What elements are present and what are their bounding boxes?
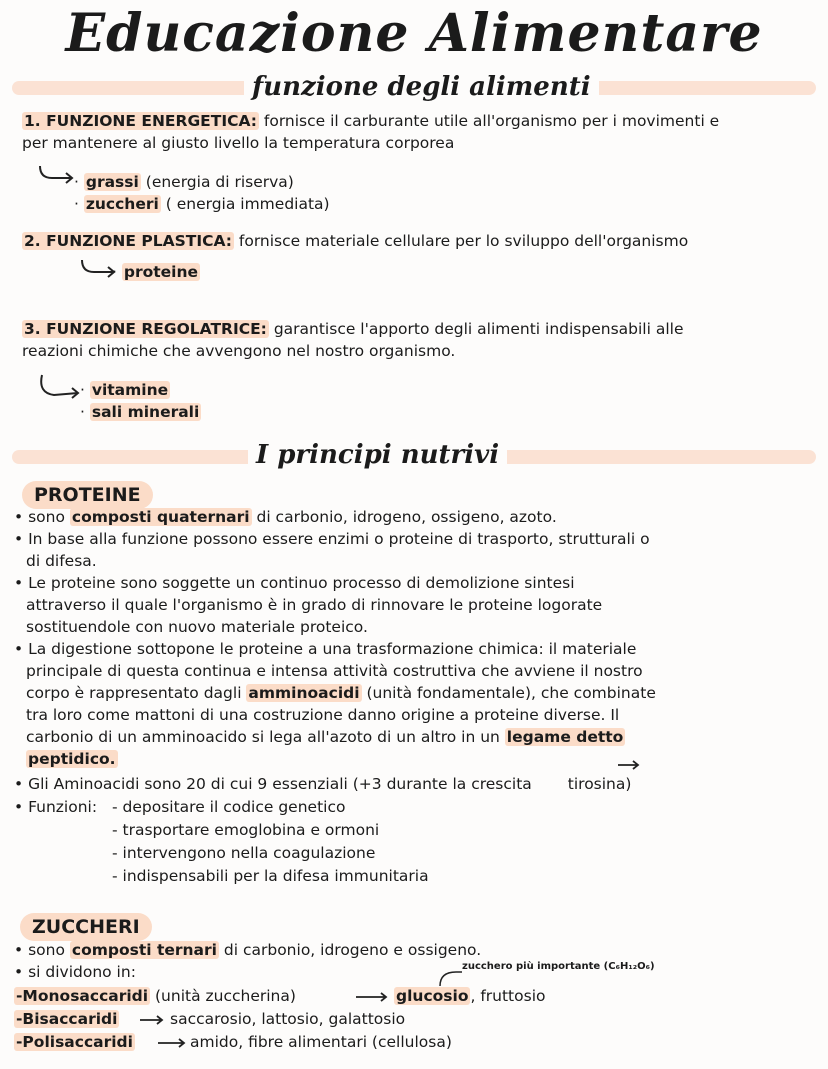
prot-line2: • In base alla funzione possono essere enzimi o proteine di trasporto, strutturali o [14,530,650,548]
f2-item-proteine: · proteine [112,263,199,281]
prot-line3: di difesa. [26,552,97,570]
f1-text2: per mantenere al giusto livello la temperatura corporea [22,134,455,152]
prot-line7: • La digestione sottopone le proteine a una trasformazione chimica: il materiale [14,640,637,658]
zucc-note: zucchero più importante (C₆H₁₂O₆) [462,961,655,972]
page-title: Educazione Alimentare [65,3,763,64]
prot-line9 [26,683,656,704]
f1-text1: fornisce il carburante utile all'organismo per i movimenti e [263,112,720,130]
f2-line1 [22,231,688,252]
f1-line1 [22,111,719,132]
kw-proteine: proteine [123,263,199,281]
kw-grassi: grassi [85,173,139,191]
text: di carbonio, idrogeno e ossigeno. [218,941,482,959]
text: (unità fondamentale), che combinate [361,684,656,702]
arrow-right-icon [158,1038,188,1048]
zucc-line2: • si dividono in: [14,963,136,981]
kw-ternari: composti ternari [71,941,217,959]
funzione-item: - depositare il codice genetico [112,798,346,816]
text: • sono [14,941,70,959]
prot-line11 [26,727,625,748]
zucc-mono-res [394,986,545,1007]
zucc-line1 [14,940,481,961]
arrow-right-icon [618,760,642,770]
text: di carbonio, idrogeno, ossigeno, azoto. [251,508,557,526]
f3-line1 [22,319,683,340]
kw-glucosio: glucosio [396,987,469,1005]
curved-arrow-icon [38,373,84,403]
f3-label: 3. FUNZIONE REGOLATRICE: [24,320,267,338]
prot-line12 [26,749,118,770]
kw-monosaccaridi: -Monosaccaridi [16,987,149,1005]
kw-zuccheri: zuccheri [85,195,159,213]
funzione-item: - trasportare emoglobina e ormoni [112,821,380,839]
prot-line1 [14,507,557,528]
zucc-poli [14,1032,135,1053]
kw-polisaccaridi: -Polisaccaridi [16,1033,133,1051]
f1-item-grassi: · grassi (energia di riserva) [74,173,294,191]
kw-sali-minerali: sali minerali [91,403,200,421]
text: (unità zuccherina) [150,987,296,1005]
prot-funzioni-label: • Funzioni: [14,798,98,816]
prot-line5: attraverso il quale l'organismo è in grado di rinnovare le proteine logorate [26,596,603,614]
prot-line10: tra loro come mattoni di una costruzione danno origine a proteine diverse. Il [26,706,620,724]
heading-zuccheri: ZUCCHERI [20,913,152,941]
kw-vitamine: vitamine [91,381,169,399]
curved-arrow-icon [38,164,78,186]
text: corpo è rappresentato dagli [26,684,247,702]
prot-line6: sostituendole con nuovo materiale proteico. [26,618,368,636]
subtitle-principi: I principi nutrivi [248,440,507,470]
arrow-right-icon [356,992,390,1002]
text: • sono [14,508,70,526]
arrow-right-icon [140,1015,166,1025]
f1-label: 1. FUNZIONE ENERGETICA: [24,112,257,130]
subtitle-funzione: funzione degli alimenti [244,72,599,102]
text: , fruttosio [470,987,546,1005]
f3-item-sali: · sali minerali [80,403,200,421]
f3-text1: garantisce l'apporto degli alimenti indispensabili alle [273,320,684,338]
heading-proteine: PROTEINE [22,481,153,509]
kw-legame: legame detto [506,728,624,746]
kw-amminoacidi: amminoacidi [248,684,360,702]
prot-line8: principale di questa continua e intensa attività costruttiva che avviene il nostro [26,662,643,680]
zucc-poli-res: amido, fibre alimentari (cellulosa) [190,1033,452,1051]
f2-text1: fornisce materiale cellulare per lo sviluppo dell'organismo [238,232,689,250]
text: carbonio di un amminoacido si lega all'azoto di un altro in un [26,728,505,746]
funzione-item: - indispensabili per la difesa immunitaria [112,867,429,885]
f3-item-vitamine: · vitamine [80,381,169,399]
prot-line13 [14,774,631,795]
prot-line4: • Le proteine sono soggette un continuo processo di demolizione sintesi [14,574,575,592]
zuccheri-desc: ( energia immediata) [165,195,330,213]
text: • Gli Aminoacidi sono 20 di cui 9 essenziali (+3 durante la crescita [14,775,532,793]
kw-quaternari: composti quaternari [71,508,250,526]
kw-bisaccaridi: -Bisaccaridi [16,1010,118,1028]
zucc-bis-res: saccarosio, lattosio, galattosio [170,1010,406,1028]
zucc-mono [14,986,296,1007]
zucc-bis [14,1009,119,1030]
f3-text2: reazioni chimiche che avvengono nel nostro organismo. [22,342,456,360]
grassi-desc: (energia di riserva) [145,173,294,191]
text: tirosina) [567,775,632,793]
f1-item-zuccheri: · zuccheri ( energia immediata) [74,195,330,213]
f2-label: 2. FUNZIONE PLASTICA: [24,232,232,250]
funzione-item: - intervengono nella coagulazione [112,844,376,862]
kw-peptidico: peptidico. [28,750,116,768]
